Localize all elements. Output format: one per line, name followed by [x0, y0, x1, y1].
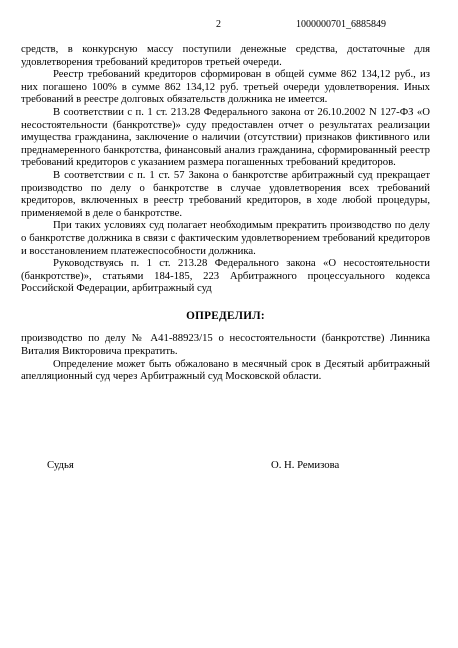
decision-heading: ОПРЕДЕЛИЛ:: [186, 309, 265, 322]
paragraph-creditor-registry: Реестр требований кредиторов сформирован в общей сумме 862 134,12 руб., из них погашено 100% в сумме 862 134,12 руб. третьей очереди удовлетворения. Иных требований в реестре долговых обязательств должника не имеется.: [21, 68, 430, 106]
paragraph-continuation: средств, в конкурсную массу поступили денежные средства, достаточные для удовлетворения требований кредиторов третьей очереди.: [21, 43, 430, 68]
paragraph-law-article-57: В соответствии с п. 1 ст. 57 Закона о банкротстве арбитражный суд прекращает производство по делу о банкротстве в случае удовлетворения всех требований кредиторов, включенных в реестр требований кредиторов, в ходе любой процедуры, применяемой в деле о банкротстве.: [21, 168, 430, 219]
decision-appeal-notice: Определение может быть обжаловано в месячный срок в Десятый арбитражный апелляционный суд через Арбитражный суд Московской области.: [21, 357, 430, 383]
signature-block: [47, 459, 397, 473]
page-number: 2: [216, 19, 221, 30]
signature-title: Судья: [47, 459, 74, 471]
paragraph-legal-basis: Руководствуясь п. 1 ст. 213.28 Федерального закона «О несостоятельности (банкротстве)», статьями 184-185, 223 Арбитражного процессуального кодекса Российской Федерации, арбитражный суд: [21, 257, 430, 295]
decision-ruling: производство по делу № А41-88923/15 о несостоятельности (банкротстве) Линника Виталия Викторовича прекратить.: [21, 332, 430, 358]
paragraph-report-submitted: В соответствии с п. 1 ст. 213.28 Федерального закона от 26.10.2002 N 127-ФЗ «О несостоятельности (банкротстве)» суду предоставлен отчет о результатах реализации имущества гражданина, заключение о наличии (отсутствии) признаков фиктивного или преднамеренного банкротства, финансовый анализ гражданина, сформированный реестр требований кредиторов с указанием размера погашенных требований кредиторов.: [21, 105, 430, 169]
document-id: 1000000701_6885849: [296, 19, 386, 30]
signature-name: О. Н. Ремизова: [271, 459, 340, 471]
paragraph-court-conclusion: При таких условиях суд полагает необходимым прекратить производство по делу о банкротстве должника в связи с фактическим удовлетворением требований кредиторов и восстановлением платежеспособности должника.: [21, 219, 430, 257]
document-body: [21, 43, 430, 383]
